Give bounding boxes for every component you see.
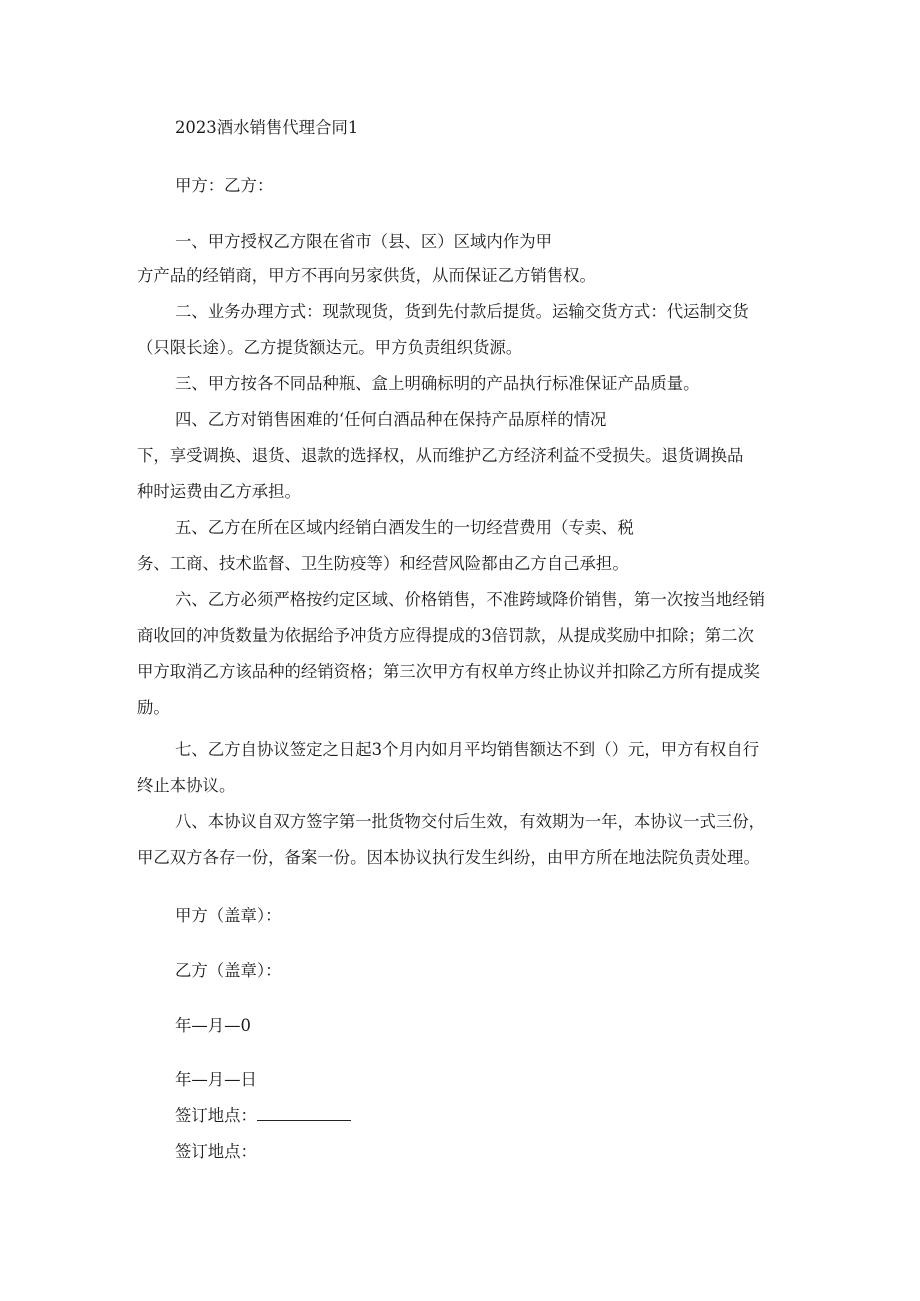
clause-3-line-1: 三、甲方按各不同品种瓶、盒上明确标明的产品执行标准保证产品质量。 (175, 374, 700, 393)
clause-1-line-2: 方产品的经销商，甲方不再向另家供货，从而保证乙方销售权。 (137, 266, 596, 285)
signing-place-blank (257, 1106, 351, 1121)
clause-4-line-2: 下，享受调换、退货、退款的选择权，从而维护乙方经济利益不受损失。退货调换品 (137, 446, 744, 465)
signing-place-1-label: 签订地点： (175, 1106, 257, 1125)
clause-8-line-1: 八、本协议自双方签字第一批货物交付后生效，有效期为一年，本协议一式三份， (175, 812, 766, 831)
parties-line: 甲方：乙方： (175, 176, 274, 195)
clause-6-line-2: 商收回的冲货数量为依据给予冲货方应得提成的3倍罚款，从提成奖励中扣除；第二次 (137, 626, 754, 645)
clause-6-line-3: 甲方取消乙方该品种的经销资格；第三次甲方有权单方终止协议并扣除乙方所有提成奖 (137, 662, 760, 681)
clause-2-line-1: 二、业务办理方式：现款现货，货到先付款后提货。运输交货方式：代运制交货 (175, 302, 749, 321)
clause-7-line-1: 七、乙方自协议签定之日起3个月内如月平均销售额达不到（）元，甲方有权自行 (175, 740, 760, 759)
clause-2-line-2: （只限长途）。乙方提货额达元。甲方负责组织货源。 (137, 338, 523, 357)
signing-date-1: 年—月—0 (175, 1016, 251, 1035)
clause-4-line-3: 种时运费由乙方承担。 (137, 482, 301, 501)
clause-4-line-1: 四、乙方对销售困难的‘任何白酒品种在保持产品原样的情况 (175, 410, 607, 429)
clause-8-line-2: 甲乙双方各存一份，备案一份。因本协议执行发生纠纷，由甲方所在地法院负责处理。 (137, 848, 760, 867)
signing-date-2: 年—月—日 (175, 1070, 257, 1089)
clause-1-line-1: 一、甲方授权乙方限在省市（县、区）区域内作为甲 (175, 232, 552, 251)
clause-6-line-4: 励。 (137, 698, 170, 717)
clause-5-line-1: 五、乙方在所在区域内经销白酒发生的一切经营费用（专卖、税 (175, 518, 634, 537)
clause-7-line-2: 终止本协议。 (137, 776, 236, 795)
signing-place-1 (175, 1105, 351, 1127)
clause-6-line-1: 六、乙方必须严格按约定区域、价格销售，不准跨域降价销售，第一次按当地经销 (175, 590, 766, 609)
party-b-seal: 乙方（盖章）： (175, 961, 282, 980)
document-title: 2023酒水销售代理合同1 (175, 118, 359, 137)
clause-5-line-2: 务、工商、技术监督、卫生防疫等）和经营风险都由乙方自己承担。 (137, 554, 629, 573)
signing-place-2: 签订地点： (175, 1142, 257, 1161)
party-a-seal: 甲方（盖章）： (175, 906, 282, 925)
